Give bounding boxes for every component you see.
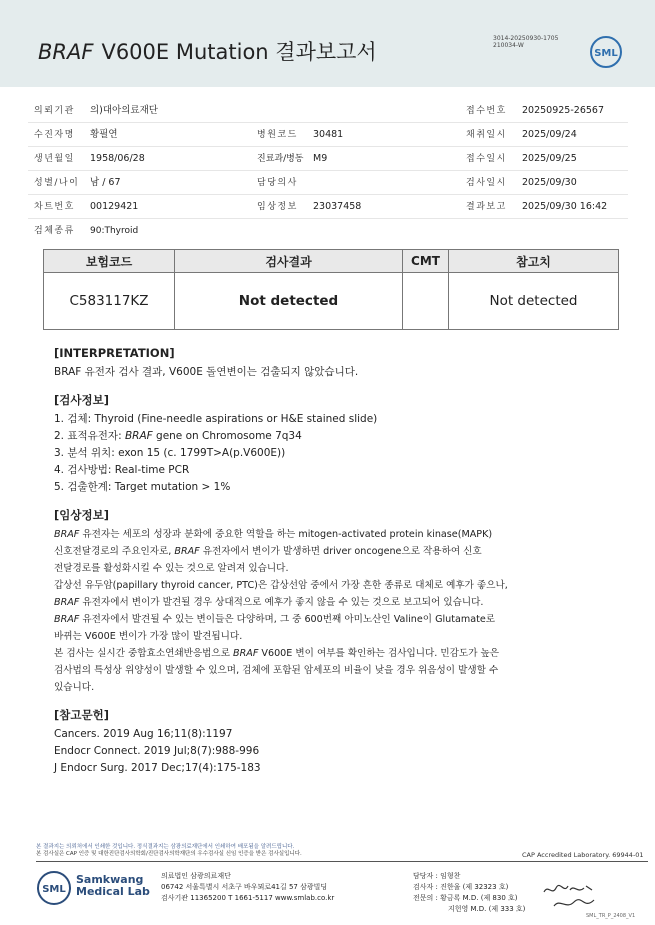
title-gene: BRAF	[38, 40, 94, 64]
cap-accreditation: CAP Accredited Laboratory. 69944-01	[522, 851, 644, 859]
clinical-text: 유전자는 세포의 성장과 분화에 중요한 역할을 하는 mitogen-activated protein kinase(MAPK)	[79, 529, 493, 540]
clinical-line	[54, 526, 564, 543]
gene-name: BRAF	[124, 430, 153, 442]
value-clinical-info: 23037458	[313, 201, 362, 212]
gene-name: BRAF	[54, 597, 80, 608]
info-row	[28, 124, 628, 147]
report-title	[38, 36, 377, 66]
staff-line: 검사자 : 진한울 (제 32323 호)	[413, 883, 509, 891]
org-name-line-2: Medical Lab	[76, 885, 150, 898]
document-number	[493, 35, 558, 49]
clinical-text: 본 검사는 실시간 중합효소연쇄반응법으로	[54, 648, 234, 659]
footer-sml-logo-icon	[36, 870, 72, 906]
label-collection-date: 채취일시	[466, 130, 507, 140]
test-info-item: 5. 검출한계: Target mutation > 1%	[54, 481, 231, 493]
result-table	[43, 249, 619, 330]
org-name	[76, 874, 150, 898]
value-sex-age: 남 / 67	[90, 177, 121, 188]
header-result: 검사결과	[175, 250, 403, 273]
label-clinical-info: 임상정보	[257, 202, 298, 212]
label-requester: 의뢰기관	[34, 106, 75, 116]
doc-no-line-1: 3014-20250930-1705	[493, 35, 559, 42]
label-patient-name: 수진자명	[34, 130, 75, 140]
reference-item: J Endocr Surg. 2017 Dec;17(4):175-183	[54, 762, 261, 774]
value-hospital-code: 30481	[313, 129, 344, 140]
disclaimer-line-1: 본 결과지는 의뢰처에서 인쇄한 것입니다. 정식결과지는 삼광의료재단에서 인쇄하여 배포됨을 알려드립니다.	[36, 844, 295, 850]
value-department: M9	[313, 153, 328, 164]
label-accession-no: 접수번호	[466, 106, 507, 116]
value-accession-no: 20250925-26567	[522, 105, 605, 116]
info-row	[28, 220, 628, 242]
test-info-item: 3. 분석 위치: exon 15 (c. 1799T>A(p.V600E))	[54, 447, 286, 459]
header-reference: 참고치	[449, 250, 619, 273]
label-specimen-type: 검체종류	[34, 226, 75, 236]
clinical-text: 유전자에서 발견될 수 있는 변이들은 다양하며, 그 중 600번째 아미노산인 Valine이 Glutamate로	[79, 614, 496, 625]
info-row	[28, 172, 628, 195]
footer-divider	[36, 861, 648, 862]
clinical-line: 갑상선 유두암(papillary thyroid cancer, PTC)은 갑상선암 중에서 가장 흔한 종류로 대체로 예후가 좋으나,	[54, 580, 508, 591]
label-receipt-date: 접수일시	[466, 154, 507, 164]
table-row	[44, 273, 619, 330]
title-text: V600E Mutation 결과보고서	[101, 40, 377, 64]
test-info-item: 4. 검사방법: Real-time PCR	[54, 464, 190, 476]
report-body	[54, 346, 564, 777]
clinical-text: 신호전달경로의 주요인자로,	[54, 546, 175, 557]
clinical-line	[54, 543, 564, 560]
test-info-item	[54, 428, 564, 445]
org-address	[161, 871, 334, 904]
value-birth-date: 1958/06/28	[90, 153, 145, 164]
clinical-text: V600E 변이 여부를 확인하는 검사입니다. 민감도가 높은	[258, 648, 500, 659]
test-info-heading: [검사정보]	[54, 393, 109, 407]
doc-no-line-2: 210034-W	[493, 42, 524, 49]
clinical-line	[54, 611, 564, 628]
org-name-line-1: Samkwang	[76, 873, 144, 886]
form-code: SML_TR_P_2408_V1	[586, 913, 636, 919]
value-patient-name: 황필연	[90, 129, 118, 140]
value-receipt-date: 2025/09/25	[522, 153, 577, 164]
label-chart-no: 차트번호	[34, 202, 75, 212]
clinical-line: 있습니다.	[54, 682, 95, 693]
test-info-item: 1. 검체: Thyroid (Fine-needle aspirations or H&E stained slide)	[54, 413, 378, 425]
interpretation-text: BRAF 유전자 검사 결과, V600E 돌연변이는 검출되지 않았습니다.	[54, 366, 359, 378]
label-hospital-code: 병원코드	[257, 130, 298, 140]
gene-name: BRAF	[174, 546, 200, 557]
clinical-line	[54, 645, 564, 662]
reference-item: Cancers. 2019 Aug 16;11(8):1197	[54, 728, 233, 740]
info-row	[28, 196, 628, 219]
label-sex-age: 성별/나이	[34, 178, 80, 188]
result-table-header	[44, 250, 619, 273]
value-specimen-type: 90:Thyroid	[90, 226, 139, 236]
staff-line: 담당자 : 임형찬	[413, 872, 461, 880]
report-header	[0, 0, 655, 87]
gene-name: BRAF	[54, 529, 80, 540]
disclaimer-line-2: 본 검사실은 CAP 인증 및 대한진단검사의학회/진단검사의학재단의 우수검사실 신임 인증을 받은 검사실입니다.	[36, 851, 302, 857]
clinical-text: 유전자에서 변이가 발생하면 driver oncogene으로 작용하여 신호	[199, 546, 482, 557]
footer-logo-text: SML	[42, 884, 66, 895]
test-info-text: 2. 표적유전자:	[54, 430, 125, 442]
value-report-date: 2025/09/30 16:42	[522, 201, 608, 212]
label-report-date: 결과보고	[466, 202, 507, 212]
staff-line: 전문의 : 황금록 M.D. (제 830 호)	[413, 894, 518, 902]
value-requester: 의)대아의료재단	[90, 105, 158, 116]
label-test-date: 검사일시	[466, 178, 507, 188]
gene-name: BRAF	[233, 648, 259, 659]
cell-reference: Not detected	[449, 273, 619, 330]
reference-item: Endocr Connect. 2019 Jul;8(7):988-996	[54, 745, 260, 757]
address-line: 06742 서울특별시 서초구 바우뫼로41길 57 삼광빌딩	[161, 883, 328, 891]
test-info-text: gene on Chromosome 7q34	[152, 430, 302, 442]
address-line: 의료법인 삼광의료재단	[161, 872, 231, 880]
header-insurance-code: 보험코드	[44, 250, 175, 273]
signature-icon	[540, 880, 600, 914]
value-test-date: 2025/09/30	[522, 177, 577, 188]
staff-list	[413, 871, 525, 915]
clinical-line: 검사법의 특성상 위양성이 발생할 수 있으며, 검체에 포함된 암세포의 비율이 낮을 경우 위음성이 발생할 수	[54, 665, 499, 676]
label-physician: 담당의사	[257, 178, 298, 188]
clinical-text: 유전자에서 변이가 발견될 경우 상대적으로 예후가 좋지 않을 수 있는 것으로 보고되어 있습니다.	[79, 597, 484, 608]
info-row	[28, 148, 628, 171]
staff-line: 지헌영 M.D. (제 333 호)	[448, 905, 526, 913]
logo-text: SML	[594, 48, 618, 59]
value-collection-date: 2025/09/24	[522, 129, 577, 140]
cell-cmt	[403, 273, 449, 330]
header-cmt: CMT	[403, 250, 449, 273]
interpretation-heading: [INTERPRETATION]	[54, 346, 175, 360]
clinical-line: 바뀌는 V600E 변이가 가장 많이 발견됩니다.	[54, 631, 243, 642]
info-row	[28, 100, 628, 123]
sml-logo-icon	[589, 35, 623, 69]
clinical-heading: [임상정보]	[54, 508, 109, 522]
gene-name: BRAF	[54, 614, 80, 625]
cell-result: Not detected	[175, 273, 403, 330]
value-chart-no: 00129421	[90, 201, 139, 212]
cell-insurance-code: C583117KZ	[44, 273, 175, 330]
references-heading: [참고문헌]	[54, 708, 109, 722]
clinical-line	[54, 594, 564, 611]
clinical-line: 전달경로를 활성화시킬 수 있는 것으로 알려져 있습니다.	[54, 563, 289, 574]
label-department: 진료과/병동	[257, 154, 304, 164]
address-line: 검사기관 11365200 T 1661-5117 www.smlab.co.kr	[161, 894, 335, 902]
label-birth-date: 생년월일	[34, 154, 75, 164]
